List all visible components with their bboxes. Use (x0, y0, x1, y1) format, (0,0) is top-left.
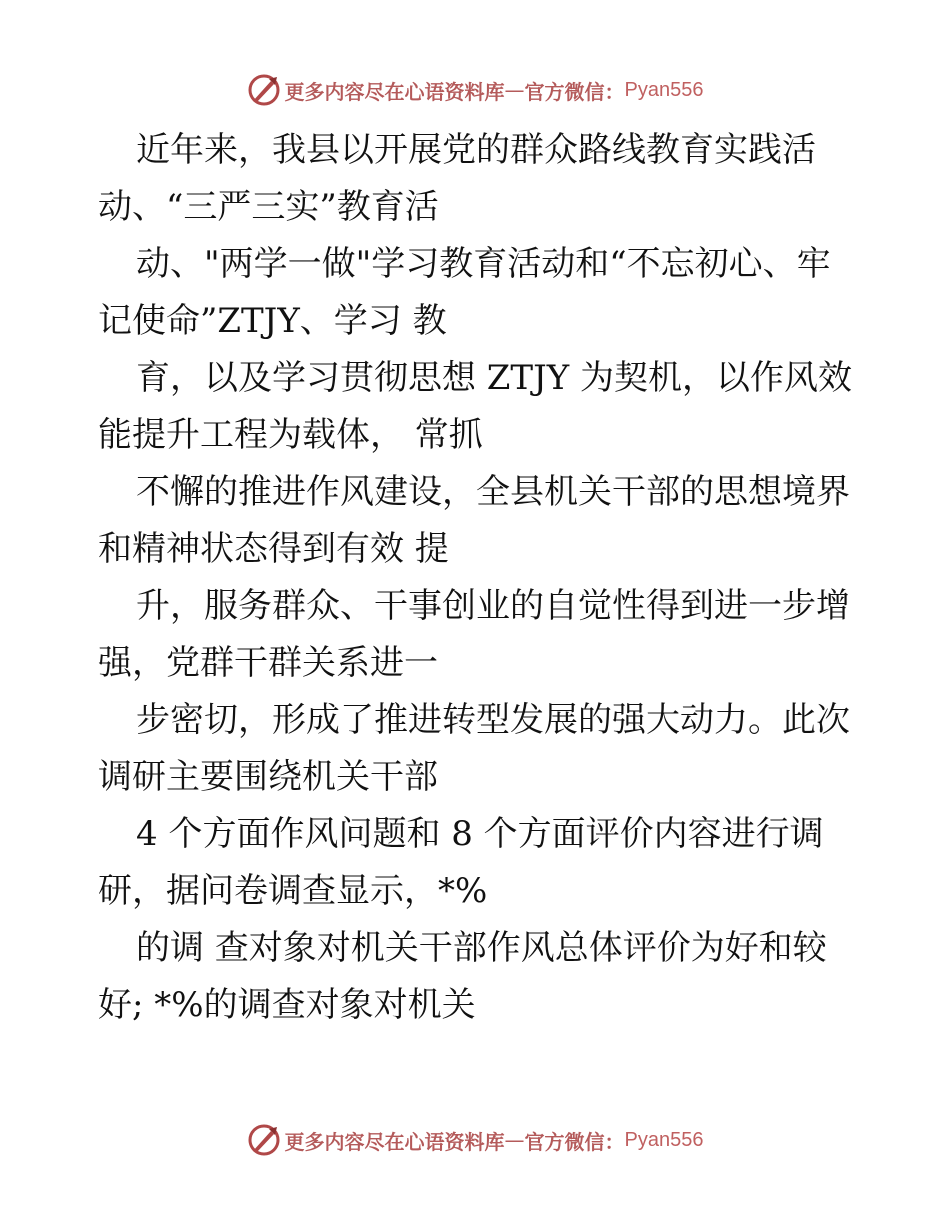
text-line: 的调 查对象对机关干部作风总体评价为好和较 (136, 928, 827, 968)
banner-wechat-label: 官方微信： (524, 79, 625, 104)
banner-wechat-label: 官方微信： (524, 1129, 625, 1154)
paragraph (98, 236, 858, 350)
text-line: 育，以及学习贯彻思想 ZTJY 为契机，以作风效 (136, 358, 852, 398)
text-line: 强，党群干群关系进一 (98, 643, 438, 683)
paragraph (98, 122, 858, 236)
banner-title: 更多内容尽在心语资料库 (284, 79, 505, 104)
text-line: 动、"两学一做"学习教育活动和“不忘初心、牢 (136, 244, 831, 284)
text-line: 能提升工程为载体， 常抓 (98, 415, 483, 455)
text-line: 步密切，形成了推进转型发展的强大动力。此次 (136, 700, 850, 740)
text-line: 升，服务群众、干事创业的自觉性得到进一步增 (136, 586, 850, 626)
text-line: 研，据问卷调查显示，*% (98, 871, 488, 911)
text-line: 近年来，我县以开展党的群众路线教育实践活 (136, 130, 816, 170)
paragraph (98, 578, 858, 692)
text-line: 动、“三严三实”教育活 (98, 187, 439, 227)
paragraph (98, 920, 858, 1034)
paragraph (98, 464, 858, 578)
paragraph (98, 806, 858, 920)
text-line: 好; *%的调查对象对机关 (98, 985, 476, 1025)
quill-logo-icon (247, 73, 281, 107)
header-watermark-banner (0, 70, 950, 110)
banner-separator: — (504, 1128, 525, 1152)
banner-separator: — (504, 78, 525, 102)
quill-logo-icon (247, 1123, 281, 1157)
text-line: 调研主要围绕机关干部 (98, 757, 438, 797)
paragraph (98, 350, 858, 464)
document-body (98, 122, 858, 1034)
footer-watermark-banner (0, 1120, 950, 1160)
text-line: 不懈的推进作风建设，全县机关干部的思想境界 (136, 472, 850, 512)
banner-wechat-id: Pyan556 (624, 78, 704, 101)
banner-wechat-id: Pyan556 (624, 1128, 704, 1151)
text-line: 4 个方面作风问题和 8 个方面评价内容进行调 (136, 814, 824, 854)
text-line: 和精神状态得到有效 提 (98, 529, 449, 569)
paragraph (98, 692, 858, 806)
banner-title: 更多内容尽在心语资料库 (284, 1129, 505, 1154)
text-line: 记使命”ZTJY、学习 教 (98, 301, 447, 341)
